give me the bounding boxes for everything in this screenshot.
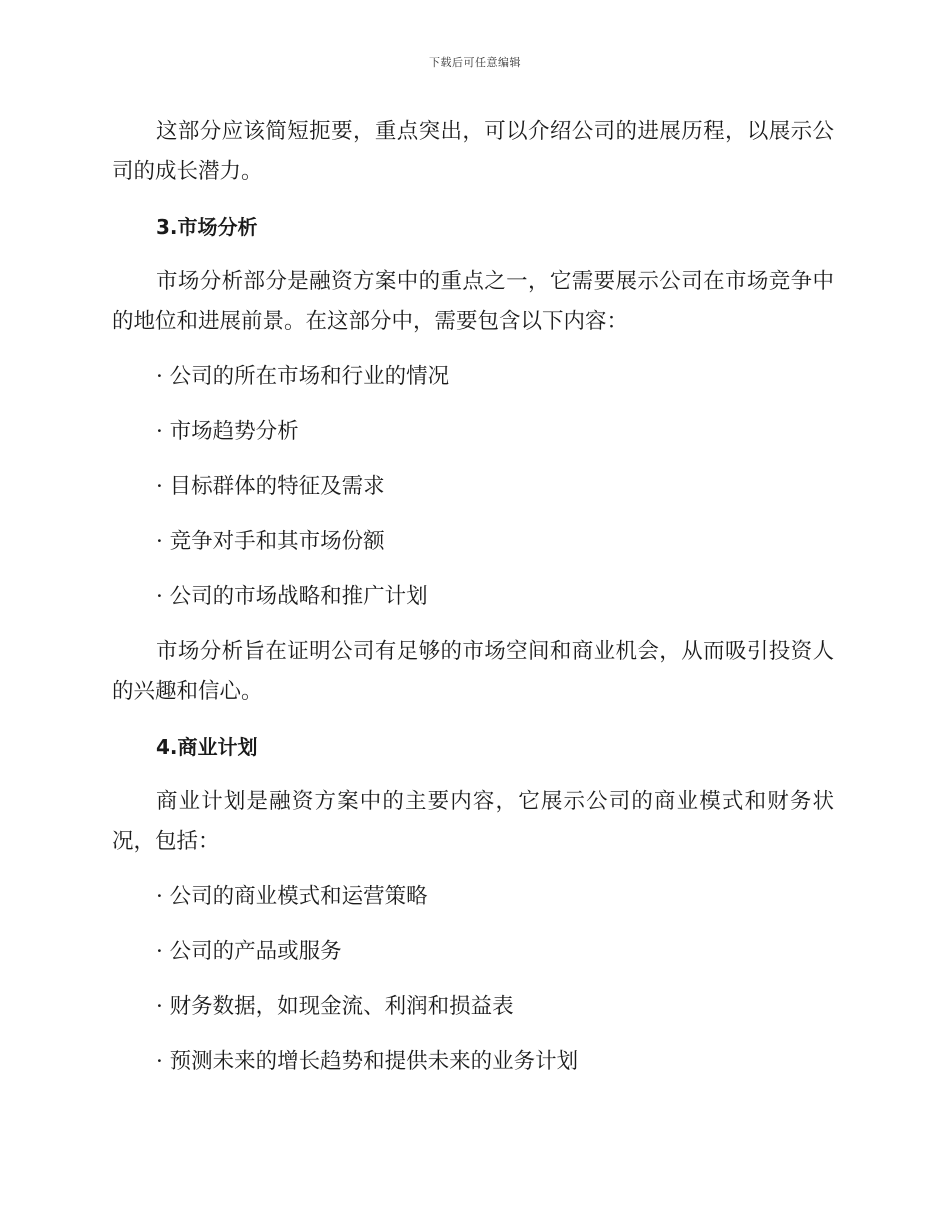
- paragraph-business-intro: 商业计划是融资方案中的主要内容，它展示公司的商业模式和财务状况，包括：: [112, 789, 834, 854]
- list-item: · 竞争对手和其市场份额: [156, 529, 385, 554]
- list-item: · 市场趋势分析: [156, 419, 299, 444]
- section-heading-market-analysis: 3.市场分析: [156, 215, 258, 239]
- list-item: · 公司的市场战略和推广计划: [156, 584, 428, 609]
- paragraph-market-intro: 市场分析部分是融资方案中的重点之一，它需要展示公司在市场竞争中的地位和进展前景。在这部分中，需要包含以下内容：: [112, 269, 834, 334]
- page-header: 下载后可任意编辑: [429, 56, 521, 69]
- list-item: · 公司的所在市场和行业的情况: [156, 364, 450, 389]
- list-item: · 财务数据，如现金流、利润和损益表: [156, 994, 514, 1019]
- document-body: [112, 112, 834, 1097]
- list-item: · 公司的商业模式和运营策略: [156, 884, 428, 909]
- list-item: · 预测未来的增长趋势和提供未来的业务计划: [156, 1049, 579, 1074]
- section-heading-business-plan: 4.商业计划: [156, 735, 258, 759]
- paragraph-market-conclusion: 市场分析旨在证明公司有足够的市场空间和商业机会，从而吸引投资人的兴趣和信心。: [112, 639, 834, 704]
- list-item: · 目标群体的特征及需求: [156, 474, 385, 499]
- paragraph-intro: 这部分应该简短扼要，重点突出，可以介绍公司的进展历程，以展示公司的成长潜力。: [112, 119, 834, 184]
- list-item: · 公司的产品或服务: [156, 939, 342, 964]
